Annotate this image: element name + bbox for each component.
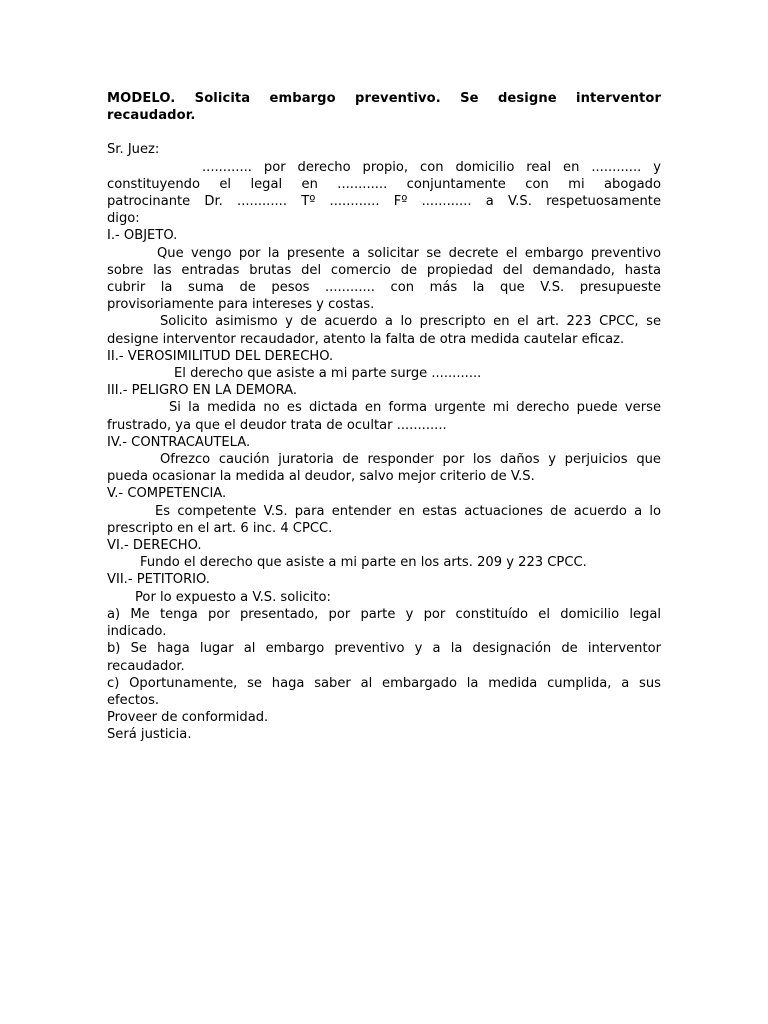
paragraph-line: Por lo expuesto a V.S. solicito: bbox=[135, 589, 331, 605]
document-page bbox=[107, 90, 661, 744]
paragraph-line: frustrado, ya que el deudor trata de ocultar ............ bbox=[107, 417, 447, 433]
closing-line: Será justicia. bbox=[107, 727, 192, 743]
section-heading: IV.- CONTRACAUTELA. bbox=[107, 434, 251, 450]
intro-line: constituyendo el legal en ............ conjuntamente con mi abogado bbox=[107, 176, 661, 192]
list-item-line: efectos. bbox=[107, 692, 160, 708]
paragraph-line: designe interventor recaudador, atento la falta de otra medida cautelar eficaz. bbox=[107, 331, 625, 347]
closing bbox=[107, 709, 661, 743]
paragraph-line: Fundo el derecho que asiste a mi parte en los arts. 209 y 223 CPCC. bbox=[140, 555, 587, 571]
intro-paragraph bbox=[107, 159, 661, 228]
document-title: MODELO. Solicita embargo preventivo. Se designe interventor recaudador. bbox=[107, 91, 661, 124]
section-heading: V.- COMPETENCIA. bbox=[107, 486, 227, 502]
intro-line: digo: bbox=[107, 211, 140, 227]
section-heading: VI.- DERECHO. bbox=[107, 538, 202, 554]
section-petitorio bbox=[107, 571, 661, 709]
list-item-line: indicado. bbox=[107, 624, 167, 640]
section-contracautela bbox=[107, 434, 661, 486]
section-competencia bbox=[107, 485, 661, 537]
closing-line: Proveer de conformidad. bbox=[107, 710, 269, 726]
section-heading: III.- PELIGRO EN LA DEMORA. bbox=[107, 383, 298, 399]
section-peligro bbox=[107, 382, 661, 434]
paragraph-line: cubrir la suma de pesos ............ con más la que V.S. presupueste bbox=[107, 280, 661, 296]
section-derecho bbox=[107, 537, 661, 571]
section-verosimilitud bbox=[107, 348, 661, 382]
list-item-line: recaudador. bbox=[107, 658, 185, 674]
list-item-line: c) Oportunamente, se haga saber al embargado la medida cumplida, a sus bbox=[107, 675, 661, 691]
intro-line: patrocinante Dr. ............ Tº ............ Fº ............ a V.S. respetuosamente bbox=[107, 194, 661, 210]
paragraph-line: Solicito asimismo y de acuerdo a lo prescripto en el art. 223 CPCC, se bbox=[160, 314, 661, 330]
list-item-line: a) Me tenga por presentado, por parte y por constituído el domicilio legal bbox=[107, 606, 661, 622]
paragraph-line: Si la medida no es dictada en forma urgente mi derecho puede verse bbox=[169, 400, 661, 416]
section-heading: I.- OBJETO. bbox=[107, 228, 178, 244]
intro-line: ............ por derecho propio, con domicilio real en ............ y bbox=[202, 159, 661, 175]
salutation: Sr. Juez: bbox=[107, 142, 160, 158]
paragraph-line: prescripto en el art. 6 inc. 4 CPCC. bbox=[107, 520, 333, 536]
paragraph-line: El derecho que asiste a mi parte surge ............ bbox=[174, 366, 482, 382]
paragraph-line: Es competente V.S. para entender en estas actuaciones de acuerdo a lo bbox=[155, 503, 661, 519]
paragraph-line: sobre las entradas brutas del comercio de propiedad del demandado, hasta bbox=[107, 262, 661, 278]
paragraph-line: Ofrezco caución juratoria de responder por los daños y perjuicios que bbox=[160, 452, 661, 468]
section-objeto bbox=[107, 227, 661, 347]
paragraph-line: provisoriamente para intereses y costas. bbox=[107, 297, 375, 313]
paragraph-line: Que vengo por la presente a solicitar se decrete el embargo preventivo bbox=[157, 245, 661, 261]
list-item-line: b) Se haga lugar al embargo preventivo y a la designación de interventor bbox=[107, 641, 661, 657]
paragraph-line: pueda ocasionar la medida al deudor, salvo mejor criterio de V.S. bbox=[107, 469, 535, 485]
section-heading: II.- VEROSIMILITUD DEL DERECHO. bbox=[107, 348, 334, 364]
section-heading: VII.- PETITORIO. bbox=[107, 572, 210, 588]
